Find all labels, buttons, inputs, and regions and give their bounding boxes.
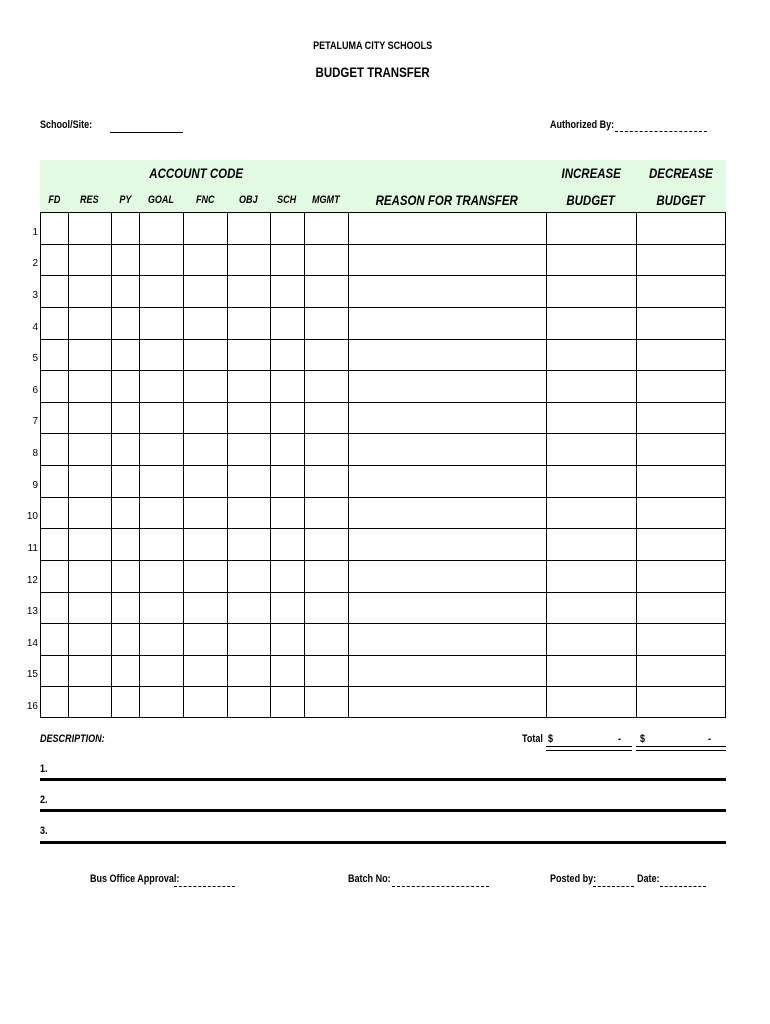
date-label: Date:	[637, 873, 660, 885]
row-number: 3	[32, 290, 38, 301]
increase-header-line2: BUDGET	[566, 192, 616, 208]
description-line-3-label: 3.	[40, 825, 48, 837]
row-number: 8	[32, 448, 38, 459]
reason-header: REASON FOR TRANSFER	[375, 192, 519, 208]
batch-no-field[interactable]	[392, 886, 489, 887]
grid-row-line	[40, 433, 726, 434]
total-label: Total	[522, 733, 543, 745]
description-line-1[interactable]	[40, 778, 726, 781]
row-number: 7	[32, 416, 38, 427]
description-label: DESCRIPTION:	[40, 733, 105, 745]
description-line-2[interactable]	[40, 809, 726, 812]
form-title: BUDGET TRANSFER	[315, 64, 430, 80]
row-number: 13	[26, 606, 38, 617]
column-header-obj: OBJ	[239, 194, 258, 206]
bus-office-approval-field[interactable]	[174, 886, 235, 887]
row-number: 15	[26, 669, 38, 680]
transfer-grid[interactable]	[40, 212, 726, 718]
row-number: 14	[26, 638, 38, 649]
column-header-fd: FD	[47, 194, 61, 206]
grid-row-line	[40, 212, 726, 213]
row-number: 4	[32, 322, 38, 333]
authorized-by-field[interactable]	[615, 131, 707, 132]
grid-row-line	[40, 244, 726, 245]
date-field[interactable]	[660, 886, 706, 887]
grid-row-line	[40, 339, 726, 340]
posted-by-field[interactable]	[593, 886, 634, 887]
school-site-label: School/Site:	[40, 119, 93, 131]
description-line-3[interactable]	[40, 841, 726, 844]
row-number: 12	[26, 575, 38, 586]
posted-by-label: Posted by:	[550, 873, 597, 885]
row-number: 6	[32, 385, 38, 396]
authorized-by-label: Authorized By:	[550, 119, 615, 131]
school-site-field[interactable]	[110, 132, 183, 133]
column-header-sch: SCH	[277, 194, 297, 206]
grid-row-line	[40, 655, 726, 656]
grid-row-line	[40, 592, 726, 593]
column-header-py: PY	[118, 194, 132, 206]
grid-row-line	[40, 275, 726, 276]
grid-row-line	[40, 307, 726, 308]
row-number: 5	[32, 353, 38, 364]
description-line-2-label: 2.	[40, 794, 48, 806]
grid-row-line	[40, 560, 726, 561]
column-header-res: RES	[80, 194, 99, 206]
decrease-header-line1: DECREASE	[649, 165, 713, 181]
grid-row-line	[40, 528, 726, 529]
account-code-header: ACCOUNT CODE	[149, 165, 243, 181]
grid-row-line	[40, 465, 726, 466]
decrease-header-line2: BUDGET	[656, 192, 706, 208]
grid-row-line	[40, 686, 726, 687]
decrease-total-underline	[636, 746, 726, 751]
table-header	[40, 160, 726, 212]
grid-row-line	[40, 402, 726, 403]
batch-no-label: Batch No:	[348, 873, 391, 885]
organization-name: PETALUMA CITY SCHOOLS	[312, 40, 433, 52]
grid-row-line	[40, 717, 726, 718]
column-header-mgmt: MGMT	[312, 194, 340, 206]
column-header-goal: GOAL	[147, 194, 175, 206]
grid-row-line	[40, 370, 726, 371]
column-header-fnc: FNC	[195, 194, 215, 206]
bus-office-approval-label: Bus Office Approval:	[90, 873, 180, 885]
row-number: 10	[26, 511, 38, 522]
grid-row-line	[40, 497, 726, 498]
grid-row-line	[40, 623, 726, 624]
row-number: 11	[27, 543, 38, 554]
row-number: 9	[32, 480, 38, 491]
increase-total-underline	[546, 746, 632, 751]
row-number: 16	[26, 701, 38, 712]
increase-header-line1: INCREASE	[561, 165, 621, 181]
row-number: 1	[32, 227, 38, 238]
description-line-1-label: 1.	[40, 763, 48, 775]
row-number: 2	[32, 258, 38, 269]
